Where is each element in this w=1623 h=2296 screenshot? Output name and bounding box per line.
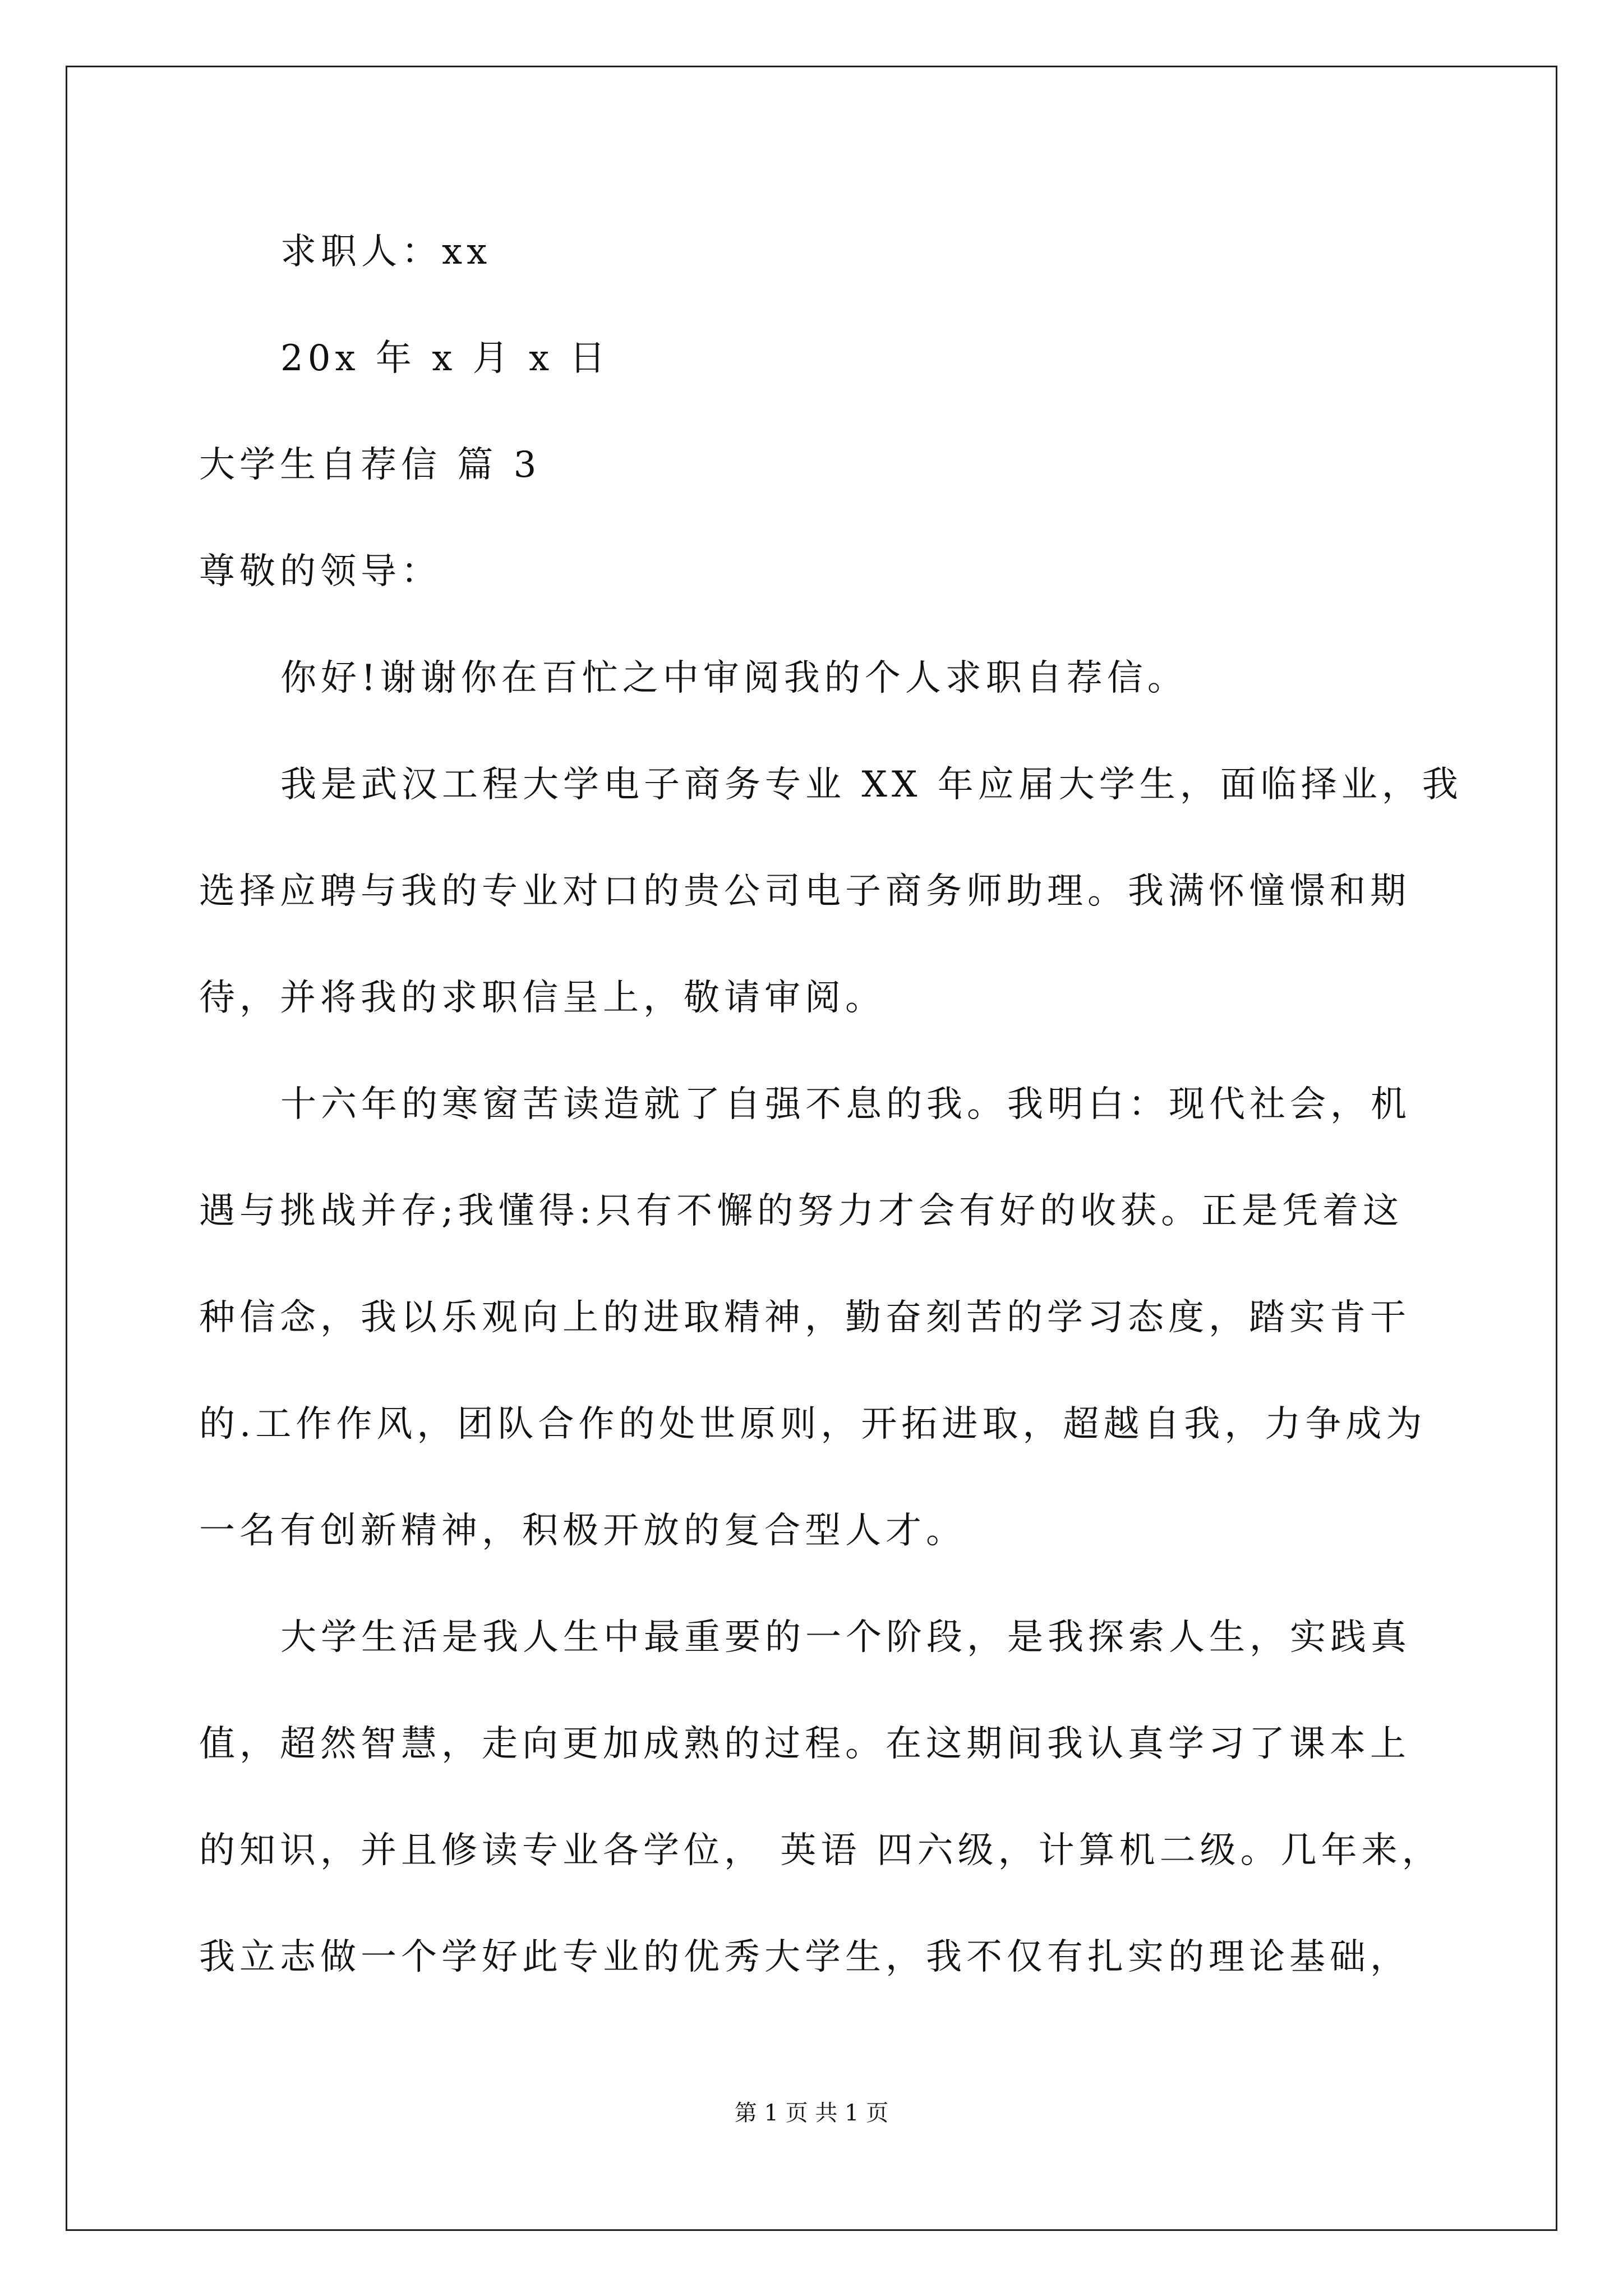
paragraph-line: 值，超然智慧，走向更加成熟的过程。在这期间我认真学习了课本上 — [199, 1723, 1410, 1765]
paragraph-line: 我立志做一个学好此专业的优秀大学生，我不仅有扎实的理论基础， — [199, 1936, 1410, 1978]
paragraph-line: 遇与挑战并存;我懂得:只有不懈的努力才会有好的收获。正是凭着这 — [199, 1190, 1404, 1232]
page-border — [66, 66, 1557, 2231]
page-number: 第 1 页 共 1 页 — [734, 2100, 889, 2126]
paragraph-line: 十六年的寒窗苦读造就了自强不息的我。我明白：现代社会，机 — [280, 1084, 1411, 1125]
salutation: 尊敬的领导： — [199, 551, 441, 592]
date-line: 20x 年 x 月 x 日 — [280, 338, 610, 379]
paragraph-line: 一名有创新精神，积极开放的复合型人才。 — [199, 1510, 966, 1552]
paragraph-line: 的知识，并且修读专业各学位， 英语 四六级，计算机二级。几年来， — [199, 1830, 1442, 1871]
paragraph-line: 待，并将我的求职信呈上，敬请审阅。 — [199, 977, 886, 1019]
paragraph-line: 选择应聘与我的专业对口的贵公司电子商务师助理。我满怀憧憬和期 — [199, 871, 1410, 912]
section-title: 大学生自荐信 篇 3 — [199, 444, 541, 486]
paragraph-line: 我是武汉工程大学电子商务专业 XX 年应届大学生，面临择业，我 — [280, 764, 1463, 806]
paragraph-line: 种信念，我以乐观向上的进取精神，勤奋刻苦的学习态度，踏实肯干 — [199, 1297, 1410, 1338]
applicant-line: 求职人：xx — [280, 231, 492, 273]
paragraph-line: 的.工作作风，团队合作的处世原则，开拓进取，超越自我，力争成为 — [199, 1404, 1427, 1445]
paragraph-line: 你好!谢谢你在百忙之中审阅我的个人求职自荐信。 — [280, 657, 1188, 699]
paragraph-line: 大学生活是我人生中最重要的一个阶段，是我探索人生，实践真 — [280, 1617, 1411, 1658]
